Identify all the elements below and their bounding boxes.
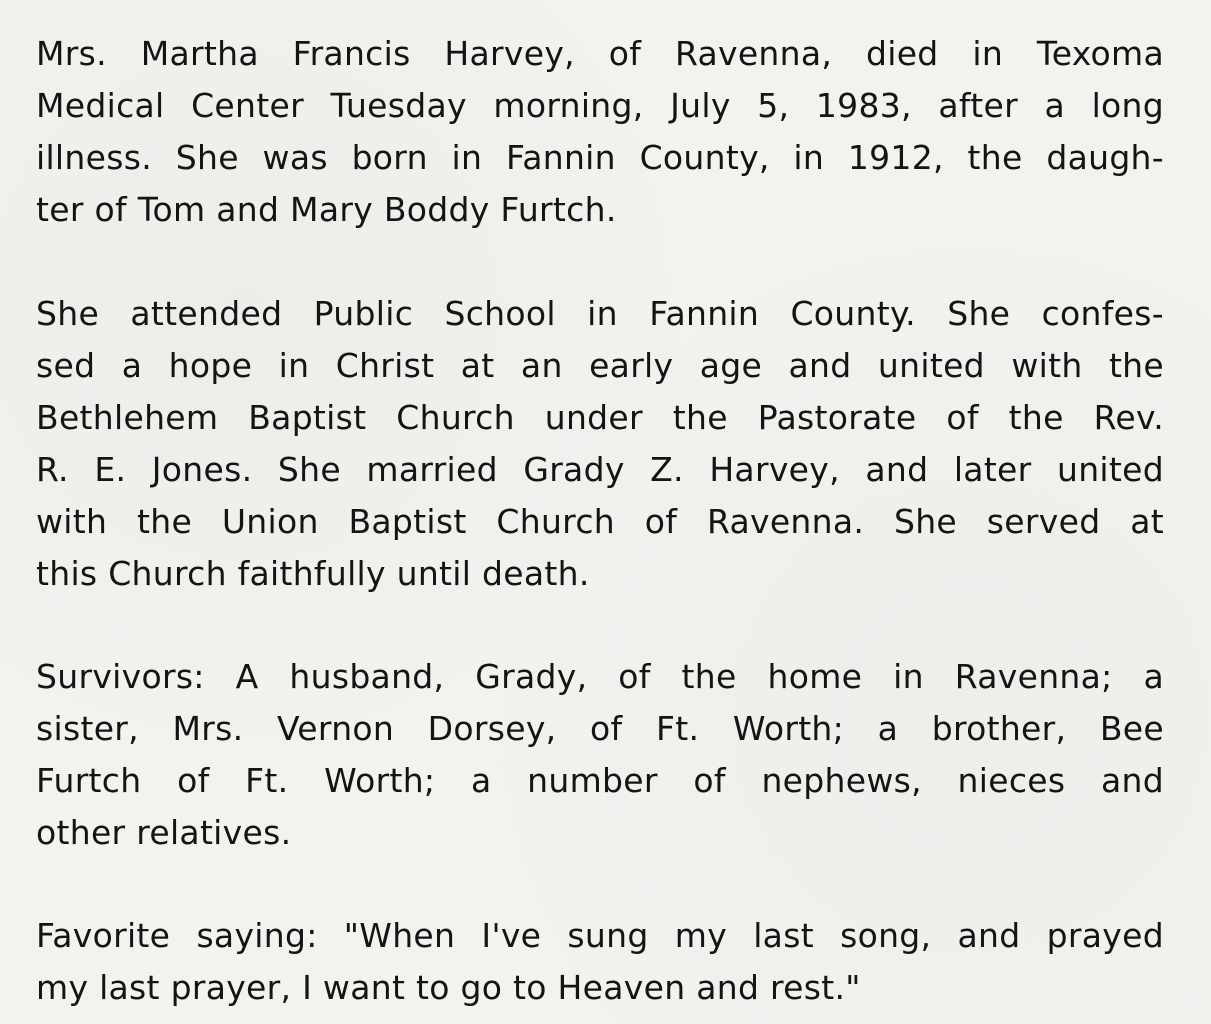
- text-line: other relatives.: [36, 813, 292, 852]
- text-line: my last prayer, I want to go to Heaven and rest.": [36, 968, 861, 1007]
- obituary-paragraph-survivors: [36, 651, 1164, 859]
- text-line: sed a hope in Christ at an early age and united with the: [36, 346, 1164, 385]
- text-line: Survivors: A husband, Grady, of the home in Ravenna; a: [36, 657, 1164, 696]
- text-line: Mrs. Martha Francis Harvey, of Ravenna, died in Texoma: [36, 34, 1164, 73]
- text-line: She attended Public School in Fannin County. She confes-: [36, 294, 1164, 333]
- obituary-paragraph-favorite-saying: [36, 910, 1164, 1014]
- text-line: this Church faithfully until death.: [36, 554, 590, 593]
- obituary-paragraph-death-notice: [36, 28, 1164, 236]
- text-line: sister, Mrs. Vernon Dorsey, of Ft. Worth; a brother, Bee: [36, 709, 1164, 748]
- text-line: Bethlehem Baptist Church under the Pastorate of the Rev.: [36, 398, 1164, 437]
- text-line: Favorite saying: "When I've sung my last song, and prayed: [36, 916, 1164, 955]
- text-line: with the Union Baptist Church of Ravenna. She served at: [36, 502, 1164, 541]
- text-line: Medical Center Tuesday morning, July 5, 1983, after a long: [36, 86, 1164, 125]
- text-line: illness. She was born in Fannin County, in 1912, the daugh-: [36, 138, 1164, 177]
- obituary-paragraph-church-life: [36, 288, 1164, 600]
- text-line: ter of Tom and Mary Boddy Furtch.: [36, 190, 617, 229]
- text-line: Furtch of Ft. Worth; a number of nephews, nieces and: [36, 761, 1164, 800]
- text-line: R. E. Jones. She married Grady Z. Harvey, and later united: [36, 450, 1164, 489]
